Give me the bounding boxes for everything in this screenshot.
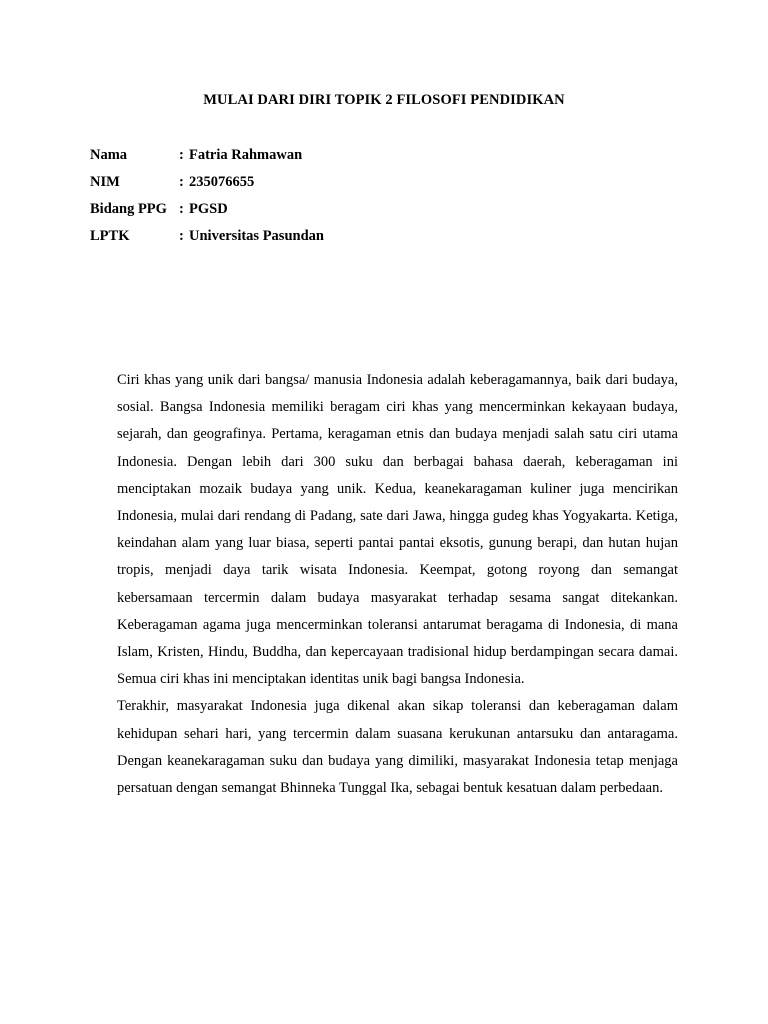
info-colon: : bbox=[179, 201, 184, 217]
info-label-lptk: LPTK bbox=[90, 228, 130, 244]
document-title: MULAI DARI DIRI TOPIK 2 FILOSOFI PENDIDIKAN bbox=[203, 92, 565, 108]
info-row-nim bbox=[90, 173, 324, 200]
info-label-nama: Nama bbox=[90, 147, 128, 163]
info-label-bidang-ppg: Bidang PPG bbox=[90, 201, 167, 217]
info-row-bidang-ppg bbox=[90, 200, 324, 227]
info-row-lptk bbox=[90, 227, 324, 254]
info-colon: : bbox=[179, 228, 184, 244]
info-colon: : bbox=[179, 174, 184, 190]
body-text bbox=[117, 367, 678, 802]
info-label-nim: NIM bbox=[90, 174, 120, 190]
info-value-bidang-ppg: PGSD bbox=[189, 201, 228, 217]
paragraph-1: Ciri khas yang unik dari bangsa/ manusia Indonesia adalah keberagamannya, baik dari budaya, sosial. Bangsa Indonesia memiliki beragam ciri khas yang mencerminkan kekayaan budaya, sejarah, dan geografinya. Pertama, keragaman etnis dan budaya menjadi salah satu ciri utama Indonesia. Dengan lebih dari 300 suku dan berbagai bahasa daerah, keberagaman ini menciptakan mozaik budaya yang unik. Kedua, keanekaragaman kuliner juga mencirikan Indonesia, mulai dari rendang di Padang, sate dari Jawa, hingga gudeg khas Yogyakarta. Ketiga, keindahan alam yang luar biasa, seperti pantai pantai eksotis, gunung berapi, dan hutan hujan tropis, menjadi daya tarik wisata Indonesia. Keempat, gotong royong dan semangat kebersamaan tercermin dalam budaya masyarakat terhadap sesama sangat ditekankan. Keberagaman agama juga mencerminkan toleransi antarumat beragama di Indonesia, di mana Islam, Kristen, Hindu, Buddha, dan kepercayaan tradisional hidup berdampingan secara damai. Semua ciri khas ini menciptakan identitas unik bagi bangsa Indonesia. bbox=[117, 372, 678, 688]
info-colon: : bbox=[179, 147, 184, 163]
info-value-lptk: Universitas Pasundan bbox=[189, 228, 324, 244]
info-value-nama: Fatria Rahmawan bbox=[189, 147, 303, 163]
info-value-nim: 235076655 bbox=[189, 174, 255, 190]
info-row-nama bbox=[90, 146, 324, 173]
identity-block bbox=[90, 146, 324, 254]
paragraph-2: Terakhir, masyarakat Indonesia juga dikenal akan sikap toleransi dan keberagaman dalam kehidupan sehari hari, yang tercermin dalam suasana kerukunan antarsuku dan antaragama. Dengan keanekaragaman suku dan budaya yang dimiliki, masyarakat Indonesia tetap menjaga persatuan dengan semangat Bhinneka Tunggal Ika, sebagai bentuk kesatuan dalam perbedaan. bbox=[117, 698, 678, 797]
